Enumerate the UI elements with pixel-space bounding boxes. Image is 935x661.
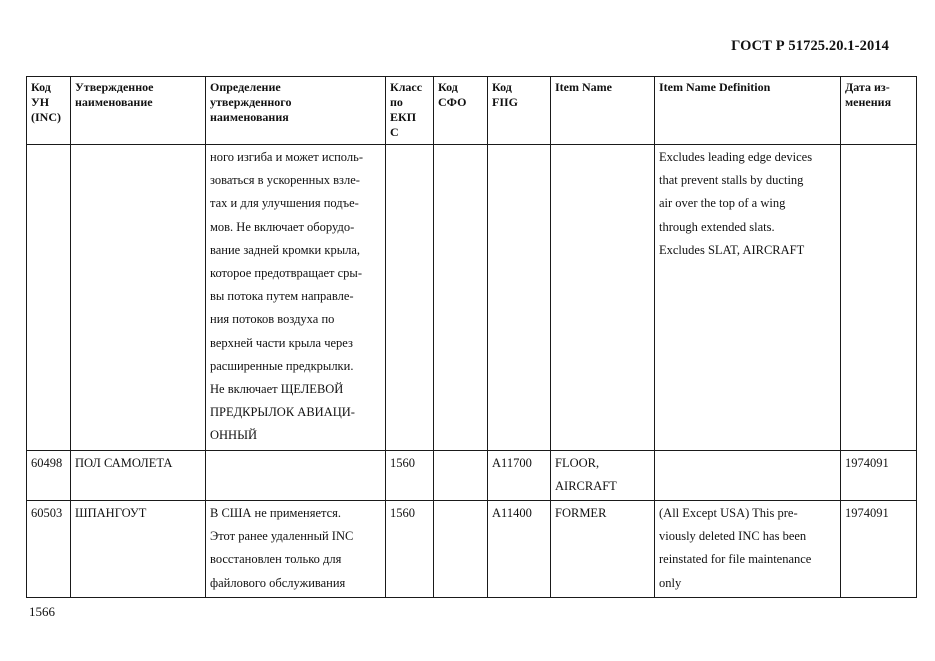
cell-definition: ного изгиба и может исполь- зоваться в ускоренных взле- тах и для улучшения подъе- мов. Не включает оборудо- вание задней кромки крыла, которое предотвращает сры- вы потока путем направле- ния потоков воздуха по верхней части крыла через расширенные предкрылки. Не включает ЩЕЛЕВОЙ ПРЕДКРЫЛОК АВИАЦИ- ОННЫЙ — [206, 145, 386, 451]
cell-sfo — [434, 145, 488, 451]
table-row — [27, 450, 917, 500]
catalog-table — [26, 76, 917, 598]
table-row — [27, 501, 917, 598]
col-header-item-name: Item Name — [551, 77, 655, 145]
table-row — [27, 145, 917, 451]
cell-definition: В США не применяется. Этот ранее удаленный INC восстановлен только для файлового обслуживания — [206, 501, 386, 598]
cell-item-definition: Excludes leading edge devices that prevent stalls by ducting air over the top of a wing through extended slats. Excludes SLAT, AIRCRAFT — [655, 145, 841, 451]
cell-inc — [27, 145, 71, 451]
cell-item-name: FORMER — [551, 501, 655, 598]
cell-inc: 60498 — [27, 450, 71, 500]
col-header-approved-name: Утвержденное наименование — [71, 77, 206, 145]
cell-item-name — [551, 145, 655, 451]
cell-item-definition: (All Except USA) This pre- viously deleted INC has been reinstated for file maintenance only — [655, 501, 841, 598]
page-number: 1566 — [29, 604, 55, 619]
cell-approved-name: ПОЛ САМОЛЕТА — [71, 450, 206, 500]
cell-fiig — [488, 145, 551, 451]
cell-inc: 60503 — [27, 501, 71, 598]
cell-class: 1560 — [386, 501, 434, 598]
cell-sfo — [434, 501, 488, 598]
cell-fiig: A11400 — [488, 501, 551, 598]
cell-class: 1560 — [386, 450, 434, 500]
document-standard-number: ГОСТ Р 51725.20.1-2014 — [731, 38, 889, 54]
cell-definition — [206, 450, 386, 500]
cell-approved-name — [71, 145, 206, 451]
col-header-inc: Код УН (INC) — [27, 77, 71, 145]
col-header-fiig: Код FIIG — [488, 77, 551, 145]
cell-class — [386, 145, 434, 451]
cell-change-date: 1974091 — [841, 450, 917, 500]
cell-change-date — [841, 145, 917, 451]
col-header-change-date: Дата из- менения — [841, 77, 917, 145]
col-header-definition: Определение утвержденного наименования — [206, 77, 386, 145]
cell-sfo — [434, 450, 488, 500]
cell-fiig: A11700 — [488, 450, 551, 500]
col-header-sfo: Код СФО — [434, 77, 488, 145]
table-header-row — [27, 77, 917, 145]
col-header-class: Класс по ЕКП С — [386, 77, 434, 145]
cell-approved-name: ШПАНГОУТ — [71, 501, 206, 598]
cell-item-definition — [655, 450, 841, 500]
col-header-item-definition: Item Name Definition — [655, 77, 841, 145]
cell-change-date: 1974091 — [841, 501, 917, 598]
cell-item-name: FLOOR, AIRCRAFT — [551, 450, 655, 500]
